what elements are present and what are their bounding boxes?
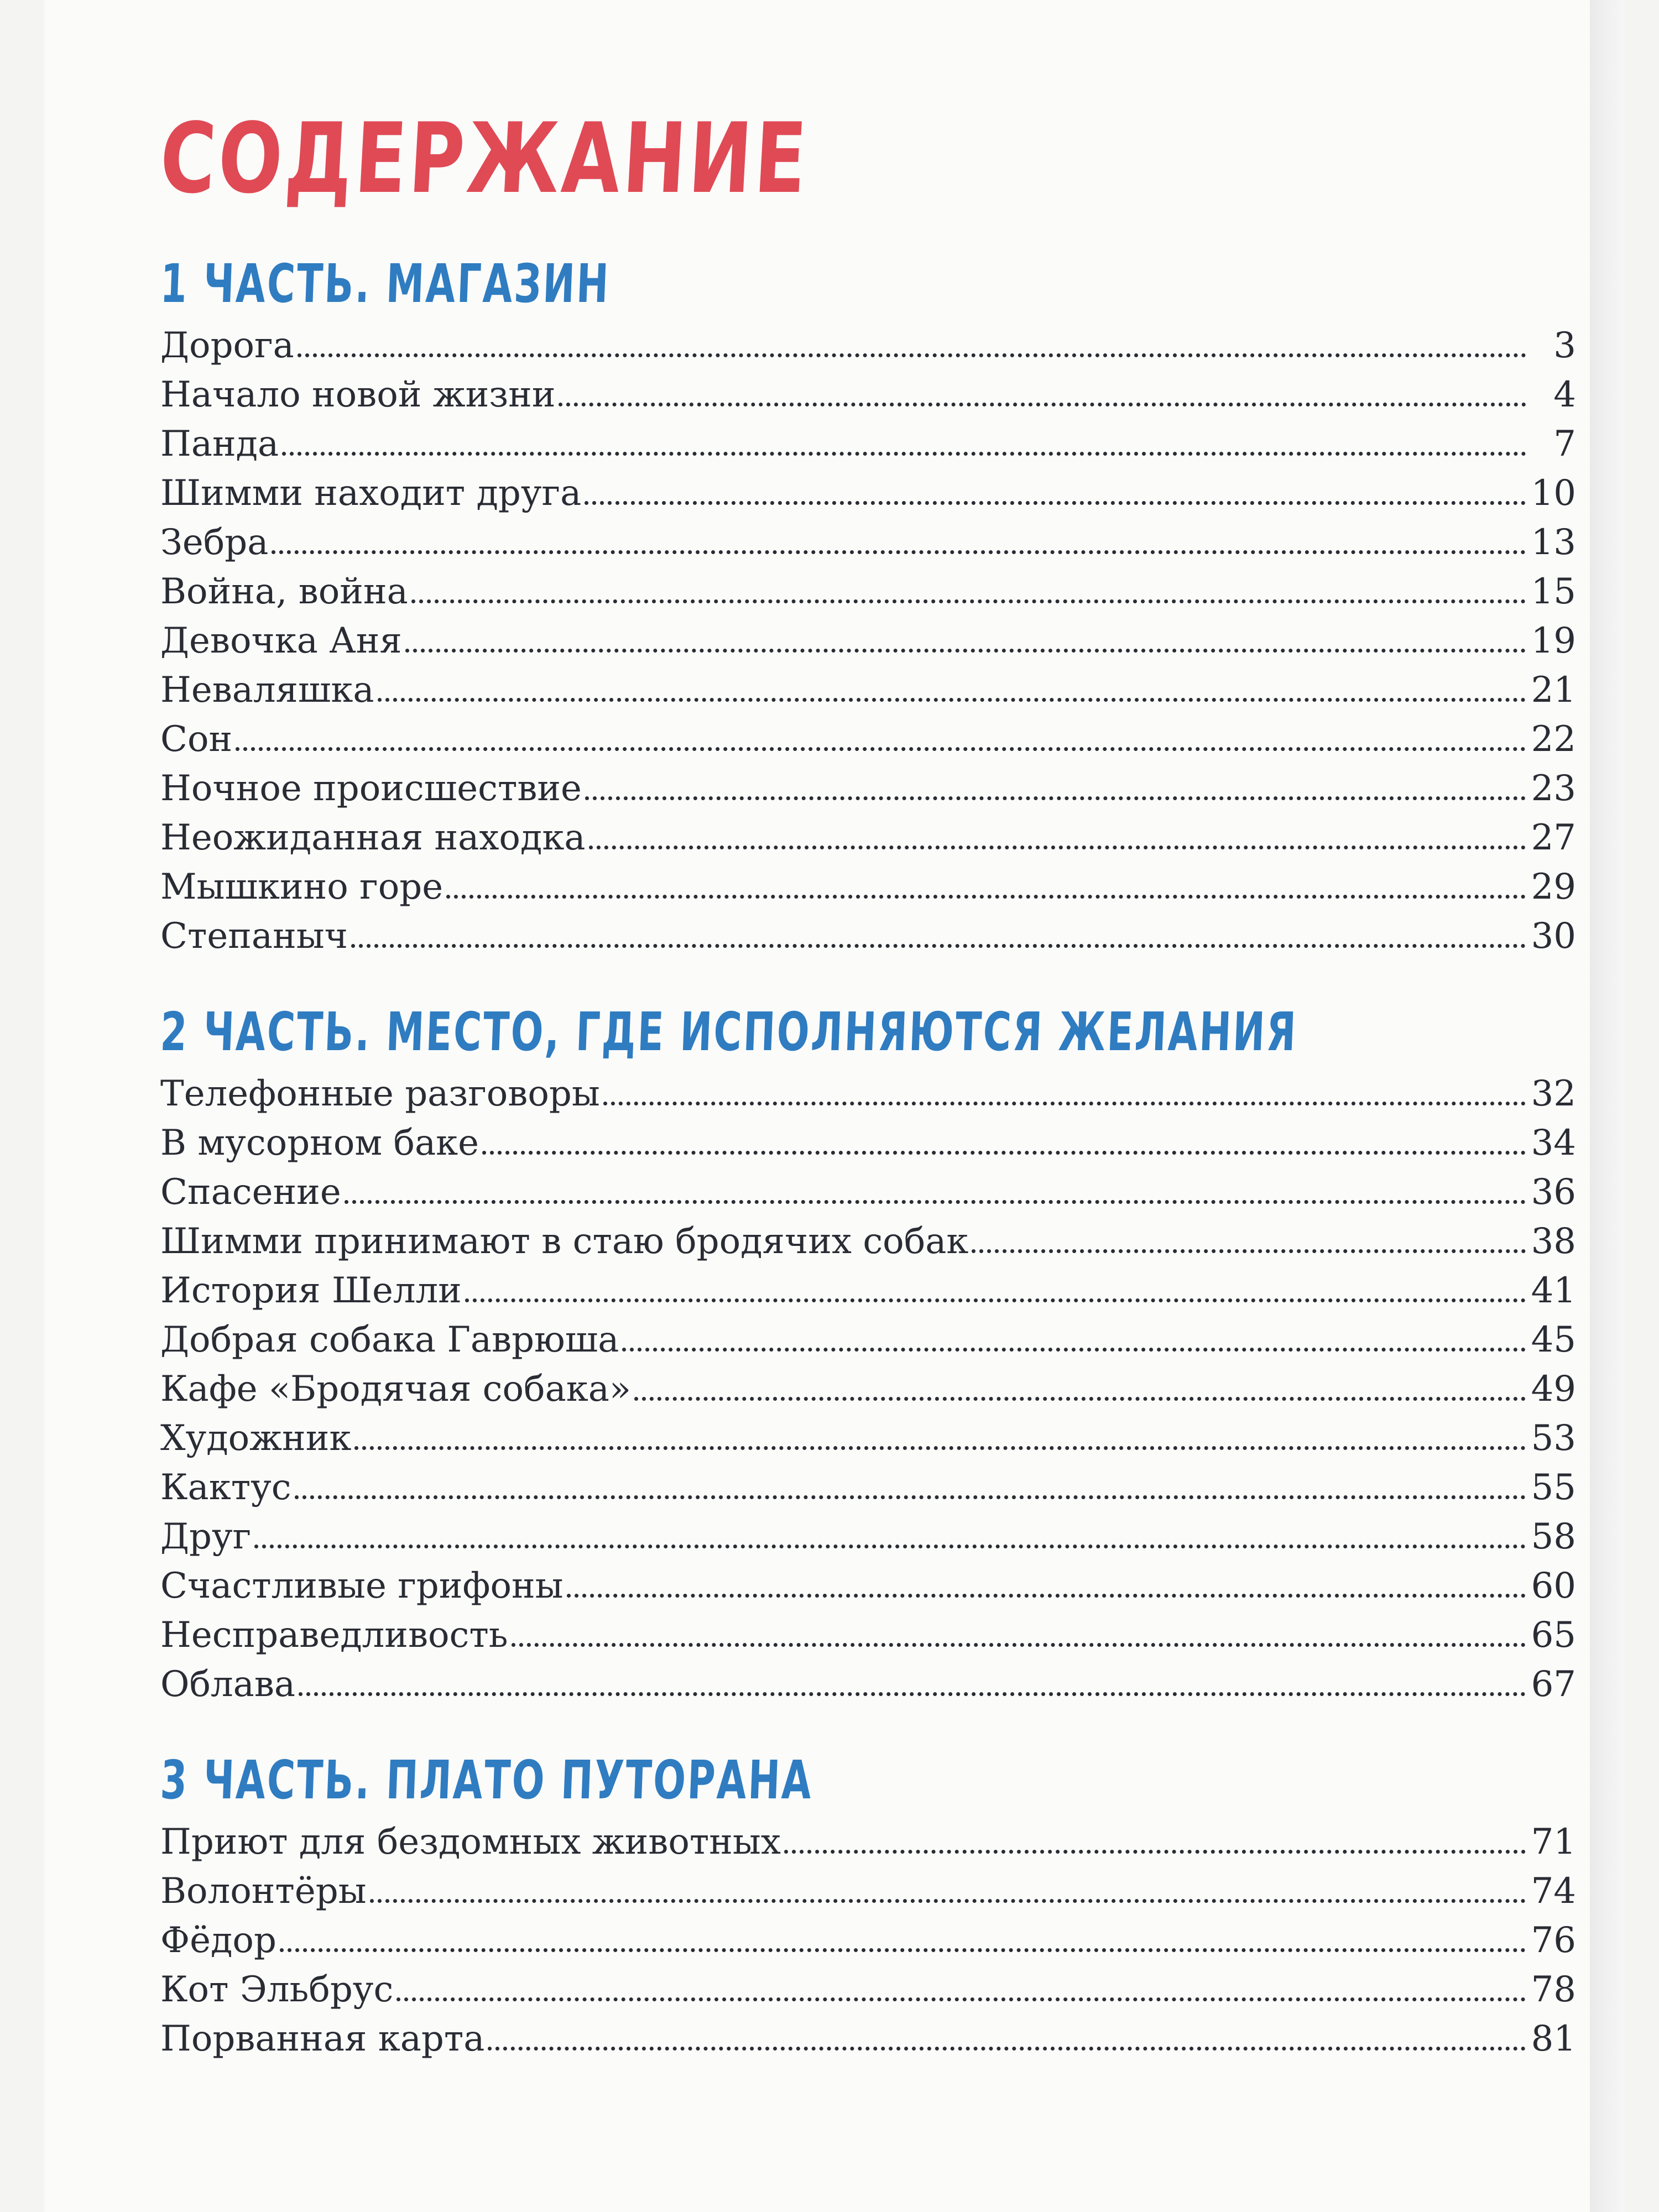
part-2-section	[159, 1001, 1576, 1709]
dot-leader	[282, 452, 1526, 456]
entry-page-number: 7	[1553, 424, 1576, 465]
entry-page-number: 76	[1531, 1920, 1576, 1961]
toc-entry	[160, 1414, 1576, 1463]
dot-leader	[378, 698, 1526, 702]
toc-list	[160, 1818, 1576, 2064]
entry-title: Шимми принимают в стаю бродячих собак	[160, 1221, 969, 1262]
entry-title: Дорога	[160, 325, 294, 366]
entry-title: Кафе «Бродячая собака»	[160, 1369, 632, 1410]
entry-title: В мусорном баке	[160, 1123, 479, 1164]
part-heading: 2 ЧАСТЬ. МЕСТО, ГДЕ ИСПОЛНЯЮТСЯ ЖЕЛАНИЯ	[159, 1001, 1299, 1063]
dot-leader	[345, 1200, 1526, 1204]
entry-title: Несправедливость	[160, 1615, 508, 1656]
dot-leader	[351, 944, 1526, 948]
dot-leader	[589, 846, 1526, 849]
entry-title: Счастливые грифоны	[160, 1566, 564, 1606]
entry-page-number: 19	[1531, 620, 1576, 661]
entry-title: Телефонные разговоры	[160, 1073, 600, 1114]
dot-leader	[634, 1397, 1526, 1401]
entry-title: Степаныч	[160, 916, 348, 957]
dot-leader	[295, 1495, 1526, 1499]
entry-title: Война, война	[160, 571, 408, 612]
dot-leader	[354, 1446, 1525, 1450]
entry-title: Кактус	[160, 1467, 291, 1508]
toc-entry	[160, 1316, 1576, 1365]
entry-title: Панда	[160, 424, 279, 465]
toc-entry	[160, 518, 1576, 567]
toc-entry	[160, 2015, 1576, 2064]
toc-entry	[160, 1168, 1576, 1217]
toc-entry	[160, 1512, 1576, 1562]
entry-page-number: 36	[1531, 1172, 1576, 1213]
entry-page-number: 78	[1531, 1969, 1576, 2010]
toc-entry	[160, 666, 1576, 715]
dot-leader	[972, 1249, 1525, 1253]
entry-title: Шимми находит друга	[160, 473, 582, 514]
dot-leader	[603, 1102, 1526, 1105]
entry-title: История Шелли	[160, 1270, 462, 1311]
entry-title: Порванная карта	[160, 2018, 485, 2059]
dot-leader	[567, 1594, 1526, 1598]
entry-title: Неожиданная находка	[160, 817, 586, 858]
entry-page-number: 22	[1531, 719, 1576, 760]
dot-leader	[446, 895, 1526, 899]
entry-page-number: 41	[1531, 1270, 1576, 1311]
toc-entry	[160, 764, 1576, 813]
page-edge-shadow	[1590, 0, 1626, 2212]
toc-entry	[160, 1611, 1576, 1660]
dot-leader	[411, 599, 1526, 603]
dot-leader	[298, 353, 1526, 357]
toc-entry	[160, 1266, 1576, 1316]
entry-page-number: 34	[1531, 1123, 1576, 1164]
dot-leader	[299, 1692, 1526, 1696]
toc-entry	[160, 321, 1576, 371]
entry-page-number: 60	[1531, 1566, 1576, 1606]
page-title: СОДЕРЖАНИЕ	[157, 103, 812, 215]
entry-page-number: 53	[1531, 1418, 1576, 1459]
dot-leader	[585, 796, 1526, 800]
entry-title: Девочка Аня	[160, 620, 402, 661]
entry-page-number: 65	[1531, 1615, 1576, 1656]
toc-entry	[160, 469, 1576, 518]
toc-entry	[160, 1217, 1576, 1266]
dot-leader	[405, 649, 1526, 653]
book-page	[44, 0, 1626, 2212]
entry-page-number: 15	[1531, 571, 1576, 612]
entry-page-number: 71	[1531, 1822, 1576, 1863]
toc-entry	[160, 371, 1576, 420]
entry-page-number: 30	[1531, 916, 1576, 957]
entry-page-number: 74	[1531, 1871, 1576, 1912]
toc-entry	[160, 1562, 1576, 1611]
entry-page-number: 10	[1531, 473, 1576, 514]
toc-entry	[160, 1867, 1576, 1916]
entry-title: Зебра	[160, 522, 269, 563]
dot-leader	[512, 1643, 1526, 1647]
entry-page-number: 49	[1531, 1369, 1576, 1410]
dot-leader	[254, 1545, 1525, 1548]
dot-leader	[482, 1151, 1526, 1155]
entry-page-number: 81	[1531, 2018, 1576, 2059]
toc-entry	[160, 420, 1576, 469]
entry-title: Приют для бездомных животных	[160, 1822, 781, 1863]
toc-entry	[160, 1660, 1576, 1709]
entry-title: Ночное происшествие	[160, 768, 582, 809]
entry-page-number: 45	[1531, 1319, 1576, 1360]
toc-entry	[160, 813, 1576, 863]
toc-entry	[160, 1818, 1576, 1867]
dot-leader	[559, 403, 1526, 406]
toc-entry	[160, 567, 1576, 617]
part-1-section	[159, 253, 1576, 961]
entry-title: Начало новой жизни	[160, 374, 556, 415]
toc-entry	[160, 1119, 1576, 1168]
toc-entry	[160, 715, 1576, 764]
dot-leader	[236, 747, 1525, 751]
part-heading: 1 ЧАСТЬ. МАГАЗИН	[159, 253, 612, 315]
entry-page-number: 4	[1553, 374, 1576, 415]
entry-title: Волонтёры	[160, 1871, 367, 1912]
entry-page-number: 55	[1531, 1467, 1576, 1508]
entry-page-number: 21	[1531, 670, 1576, 711]
dot-leader	[622, 1348, 1525, 1352]
entry-title: Неваляшка	[160, 670, 374, 711]
entry-title: Спасение	[160, 1172, 341, 1213]
entry-page-number: 38	[1531, 1221, 1576, 1262]
dot-leader	[397, 1997, 1525, 2001]
part-heading: 3 ЧАСТЬ. ПЛАТО ПУТОРАНА	[159, 1749, 815, 1811]
dot-leader	[370, 1899, 1526, 1903]
entry-page-number: 67	[1531, 1664, 1576, 1705]
toc-entry	[160, 617, 1576, 666]
entry-title: Сон	[160, 719, 233, 760]
entry-page-number: 58	[1531, 1516, 1576, 1557]
part-3-section	[159, 1749, 1576, 2064]
entry-title: Кот Эльбрус	[160, 1969, 394, 2010]
toc-entry	[160, 1365, 1576, 1414]
toc-list	[160, 321, 1576, 961]
entry-page-number: 13	[1531, 522, 1576, 563]
entry-title: Художник	[160, 1418, 352, 1459]
entry-page-number: 3	[1553, 325, 1576, 366]
toc-entry	[160, 1463, 1576, 1512]
toc-entry	[160, 1916, 1576, 1965]
entry-page-number: 29	[1531, 867, 1576, 907]
toc-entry	[160, 912, 1576, 961]
entry-page-number: 27	[1531, 817, 1576, 858]
dot-leader	[585, 501, 1525, 505]
dot-leader	[465, 1298, 1526, 1302]
dot-leader	[488, 2047, 1525, 2051]
table-of-contents	[157, 103, 1576, 2064]
entry-page-number: 32	[1531, 1073, 1576, 1114]
dot-leader	[784, 1850, 1526, 1854]
entry-title: Друг	[160, 1516, 252, 1557]
dot-leader	[280, 1948, 1526, 1952]
entry-title: Добрая собака Гаврюша	[160, 1319, 619, 1360]
toc-entry	[160, 1070, 1576, 1119]
entry-title: Облава	[160, 1664, 295, 1705]
dot-leader	[272, 550, 1525, 554]
entry-page-number: 23	[1531, 768, 1576, 809]
entry-title: Фёдор	[160, 1920, 276, 1961]
toc-list	[160, 1070, 1576, 1709]
toc-entry	[160, 1965, 1576, 2015]
toc-entry	[160, 863, 1576, 912]
entry-title: Мышкино горе	[160, 867, 444, 907]
